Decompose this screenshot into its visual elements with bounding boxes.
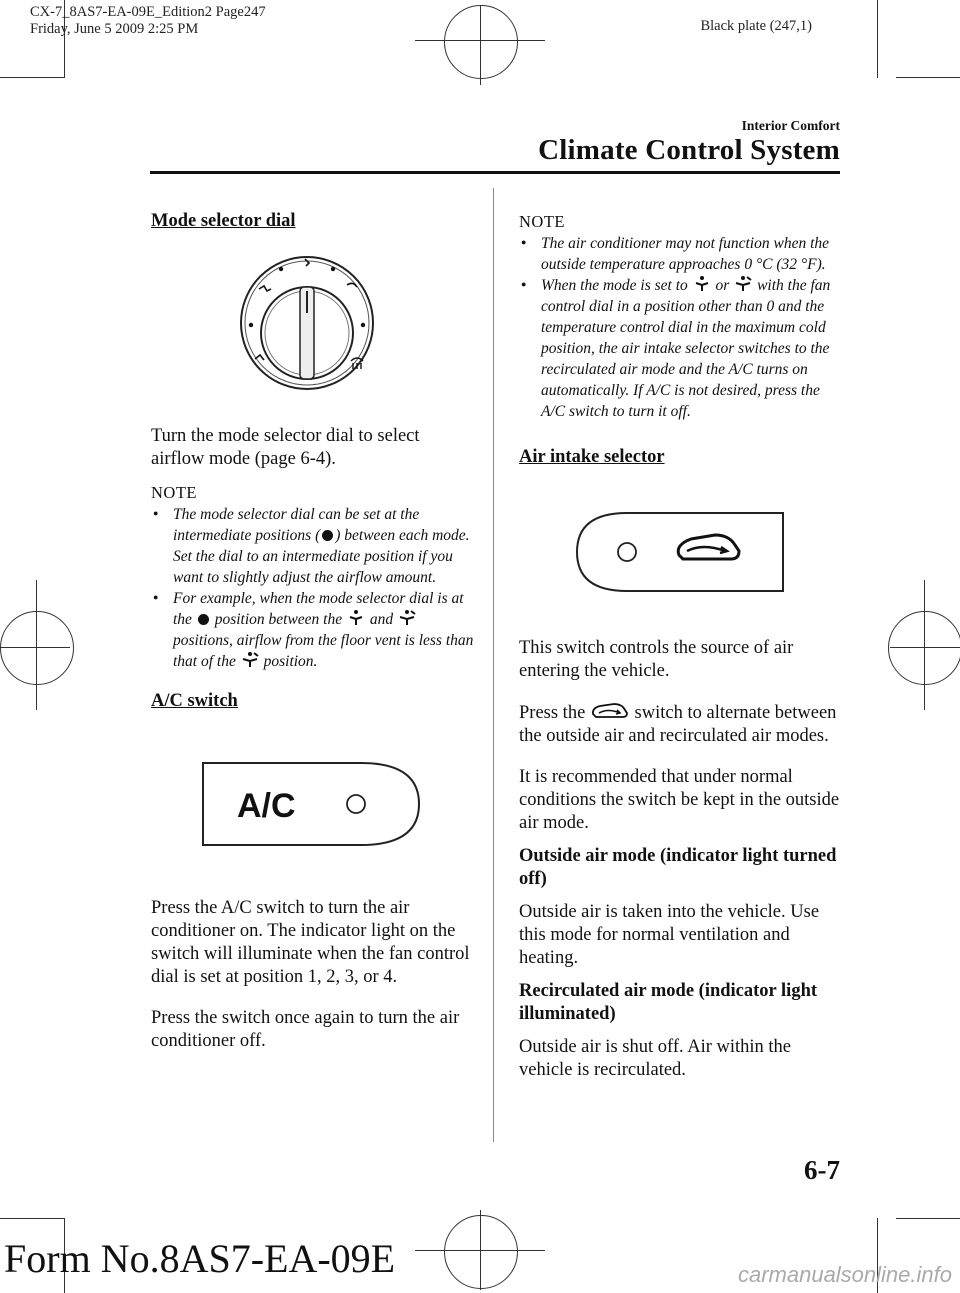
floor-defrost-mode-icon xyxy=(240,651,260,669)
left-column xyxy=(151,210,476,1053)
note-title: NOTE xyxy=(519,212,565,231)
registration-circle xyxy=(444,1215,518,1289)
form-number: Form No.8AS7-EA-09E xyxy=(4,1236,396,1281)
outside-air-mode-body: Outside air is taken into the vehicle. Use this mode for normal ventilation and heating. xyxy=(519,902,820,968)
ac-switch-illustration xyxy=(201,761,421,847)
note-item: ● The air conditioner may not function when the outside temperature approaches 0 °C (32 °F). xyxy=(519,233,844,275)
section-label: Interior Comfort xyxy=(741,118,840,133)
crop-mark xyxy=(896,77,960,78)
print-date-line: Friday, June 5 2009 2:25 PM xyxy=(30,21,199,37)
recirculated-air-mode-body: Outside air is shut off. Air within the vehicle is recirculated. xyxy=(519,1037,791,1080)
floor-defrost-mode-icon xyxy=(733,275,753,293)
air-intake-para-2: Press the switch to alternate between the outside air and recirculated air modes. xyxy=(519,703,837,746)
header-rule xyxy=(150,171,840,174)
mode-selector-body: Turn the mode selector dial to select airflow mode (page 6-4). xyxy=(151,426,420,469)
crop-mark xyxy=(0,77,64,78)
air-intake-heading: Air intake selector xyxy=(519,447,665,467)
note-item: ● The mode selector dial can be set at the intermediate positions ( ) between each mode. Set the dial to an intermediate position if you want to slightly adjust the airflow amount. xyxy=(151,504,476,588)
ac-switch-para-1: Press the A/C switch to turn the air conditioner on. The indicator light on the switch will illuminate when the fan control dial is set at position 1, 2, 3, or 4. xyxy=(151,898,470,987)
ac-switch-heading: A/C switch xyxy=(151,691,238,711)
print-file-line: CX-7_8AS7-EA-09E_Edition2 Page247 xyxy=(30,4,266,20)
floor-vent-mode-icon xyxy=(346,609,366,627)
floor-defrost-mode-icon xyxy=(397,609,417,627)
intermediate-position-icon xyxy=(198,614,209,625)
crop-mark xyxy=(877,0,878,78)
crop-mark xyxy=(0,1218,64,1219)
registration-circle xyxy=(444,5,518,79)
outside-air-mode-title: Outside air mode (indicator light turned off) xyxy=(519,846,837,889)
column-divider xyxy=(493,188,494,1142)
plate-label: Black plate (247,1) xyxy=(700,18,812,34)
note-item: ● When the mode is set to or with the fan control dial in a position other than 0 and the temperature control dial in the maximum cold position, the air intake selector switches to the recirculated air mode and the A/C turns on automatically. If A/C is not desired, press the A/C switch to turn it off. xyxy=(519,275,844,422)
print-file-info xyxy=(30,4,266,38)
page-number: 6-7 xyxy=(804,1155,840,1185)
floor-vent-mode-icon xyxy=(692,275,712,293)
mode-selector-heading: Mode selector dial xyxy=(151,211,296,231)
registration-circle xyxy=(0,611,74,685)
intermediate-position-icon xyxy=(322,530,333,541)
note-item: ● For example, when the mode selector dial is at the position between the and positions, airflow from the floor vent is less than that of the position. xyxy=(151,588,476,672)
air-intake-para-3: It is recommended that under normal conditions the switch be kept in the outside air mode. xyxy=(519,767,840,833)
ac-switch-label: A/C xyxy=(237,787,296,825)
registration-circle xyxy=(888,611,960,685)
air-intake-para-1: This switch controls the source of air entering the vehicle. xyxy=(519,638,794,681)
page-title: Climate Control System xyxy=(538,134,840,166)
right-notes xyxy=(519,233,844,422)
note-title: NOTE xyxy=(151,483,197,502)
recirculation-icon xyxy=(590,701,630,721)
ac-switch-para-2: Press the switch once again to turn the air conditioner off. xyxy=(151,1008,460,1051)
mode-selector-dial-illustration xyxy=(237,253,377,393)
mode-selector-notes xyxy=(151,504,476,672)
crop-mark xyxy=(896,1218,960,1219)
right-column xyxy=(519,210,844,1082)
recirculated-air-mode-title: Recirculated air mode (indicator light illuminated) xyxy=(519,981,818,1024)
air-intake-switch-illustration xyxy=(575,511,785,593)
watermark: carmanualsonline.info xyxy=(737,1262,952,1287)
